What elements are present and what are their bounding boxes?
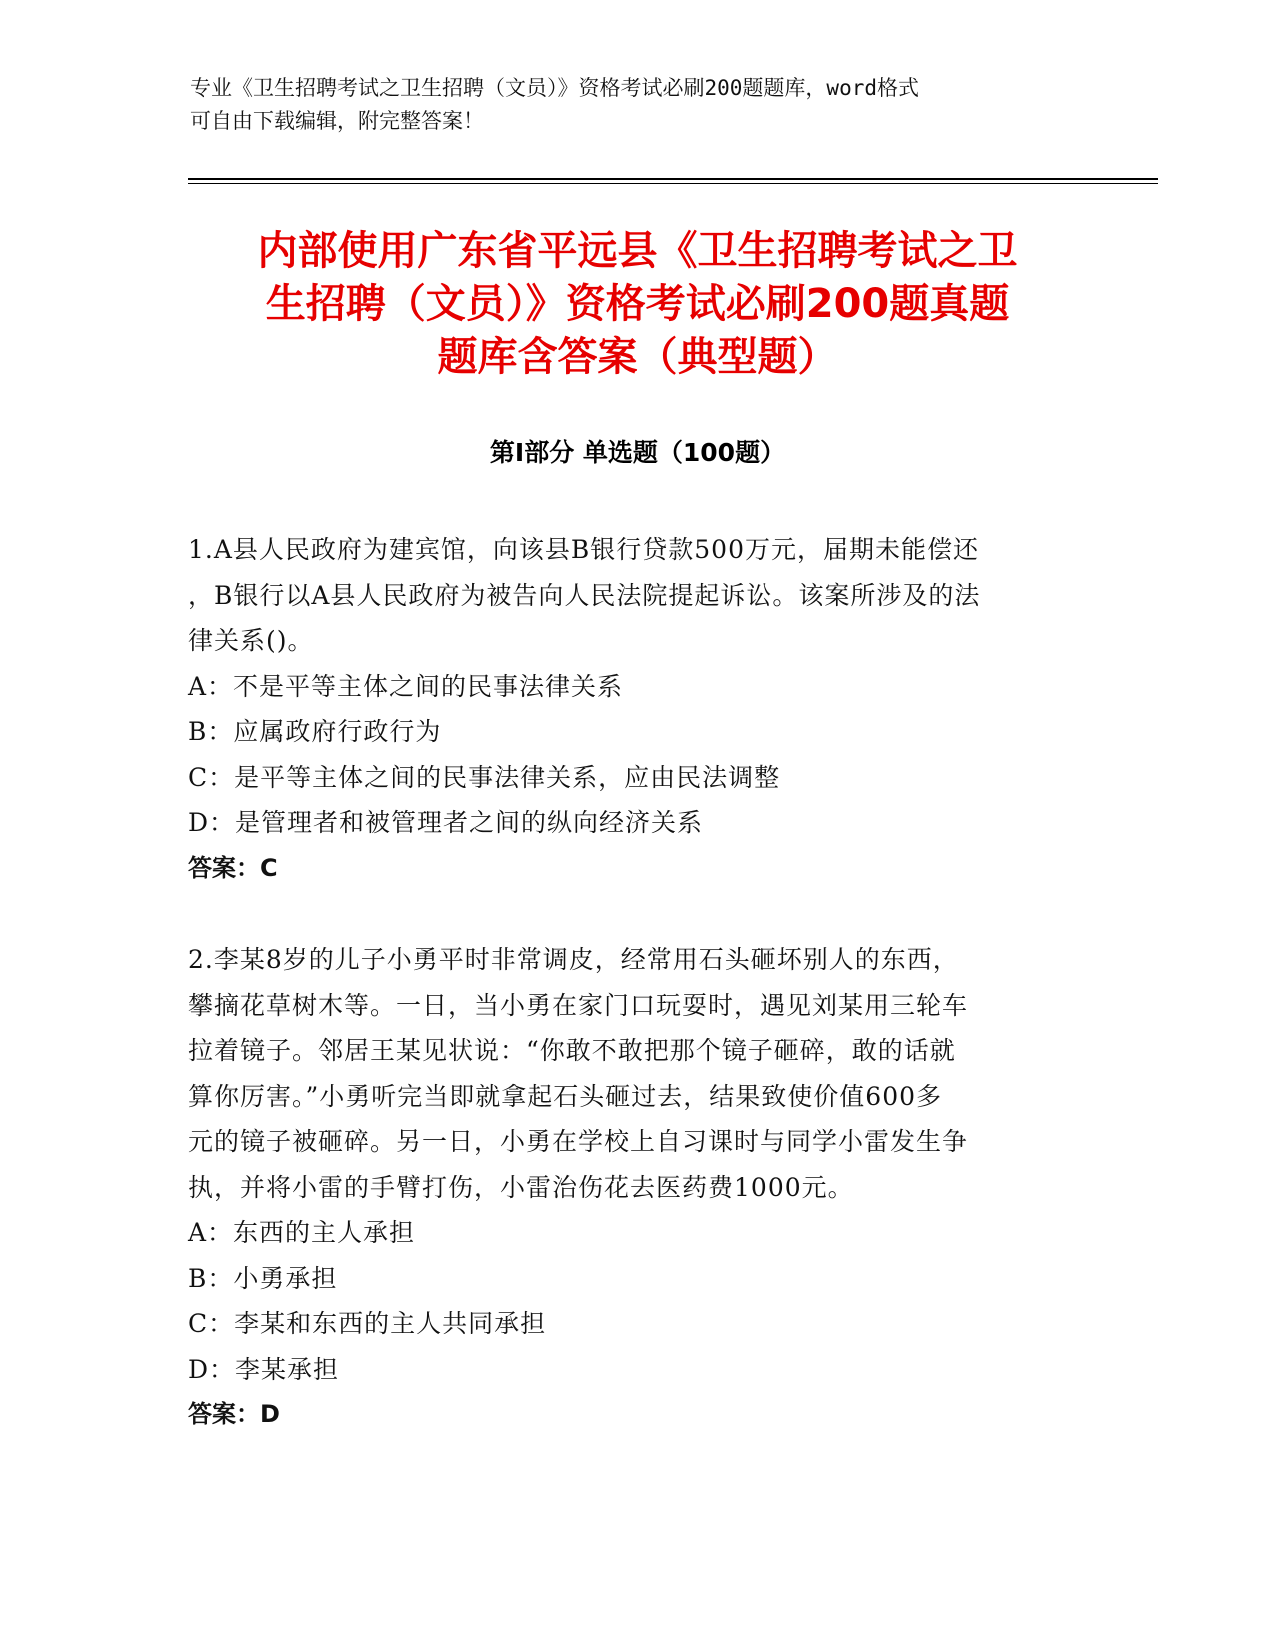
option-b: B：小勇承担 xyxy=(188,1263,338,1293)
header-divider-thin xyxy=(188,183,1158,184)
question-stem-line: ，B银行以A县人民政府为被告向人民法院提起诉讼。该案所涉及的法 xyxy=(188,580,981,610)
answer: 答案：D xyxy=(188,1400,280,1428)
question-stem-line: 算你厉害。”小勇听完当即就拿起石头砸过去，结果致使价值600多 xyxy=(188,1081,943,1111)
title-line: 生招聘（文员）》资格考试必刷200题真题 xyxy=(265,281,1010,327)
option-d: D：李某承担 xyxy=(188,1354,340,1384)
question-stem-line: 执，并将小雷的手臂打伤，小雷治伤花去医药费1000元。 xyxy=(188,1172,854,1202)
question-stem-line: 2.李某8岁的儿子小勇平时非常调皮，经常用石头砸坏别人的东西， xyxy=(188,945,959,974)
header-note-line: 可自由下载编辑，附完整答案！ xyxy=(190,109,484,133)
question-stem-line: 攀摘花草树木等。一日，当小勇在家门口玩耍时，遇见刘某用三轮车 xyxy=(188,990,969,1020)
question-stem-line: 拉着镜子。邻居王某见状说：“你敢不敢把那个镜子砸碎，敢的话就 xyxy=(188,1036,956,1065)
option-c: C：是平等主体之间的民事法律关系，应由民法调整 xyxy=(188,762,781,792)
option-c: C：李某和东西的主人共同承担 xyxy=(188,1309,547,1338)
option-b: B：应属政府行政行为 xyxy=(188,717,442,746)
option-a: A：不是平等主体之间的民事法律关系 xyxy=(188,671,624,701)
question-stem-line: 1.A县人民政府为建宾馆，向该县B银行贷款500万元，届期未能偿还 xyxy=(188,535,979,564)
option-a: A：东西的主人承担 xyxy=(188,1218,416,1247)
section-title: 第Ⅰ部分 单选题（100题） xyxy=(489,438,786,467)
title-line: 内部使用广东省平远县《卫生招聘考试之卫 xyxy=(257,228,1018,274)
option-d: D：是管理者和被管理者之间的纵向经济关系 xyxy=(188,808,704,837)
header-note xyxy=(190,72,1070,138)
header-note-line: 专业《卫生招聘考试之卫生招聘（文员）》资格考试必刷200题题库，word格式 xyxy=(190,76,919,100)
answer: 答案：C xyxy=(188,853,278,882)
question-1 xyxy=(188,527,1088,891)
document-title xyxy=(150,225,1125,384)
question-stem-line: 元的镜子被砸碎。另一日，小勇在学校上自习课时与同学小雷发生争 xyxy=(188,1127,969,1156)
header-divider-thick xyxy=(188,178,1158,180)
title-line: 题库含答案（典型题） xyxy=(437,334,838,380)
question-2 xyxy=(188,937,1088,1438)
question-stem-line: 律关系()。 xyxy=(188,626,314,655)
